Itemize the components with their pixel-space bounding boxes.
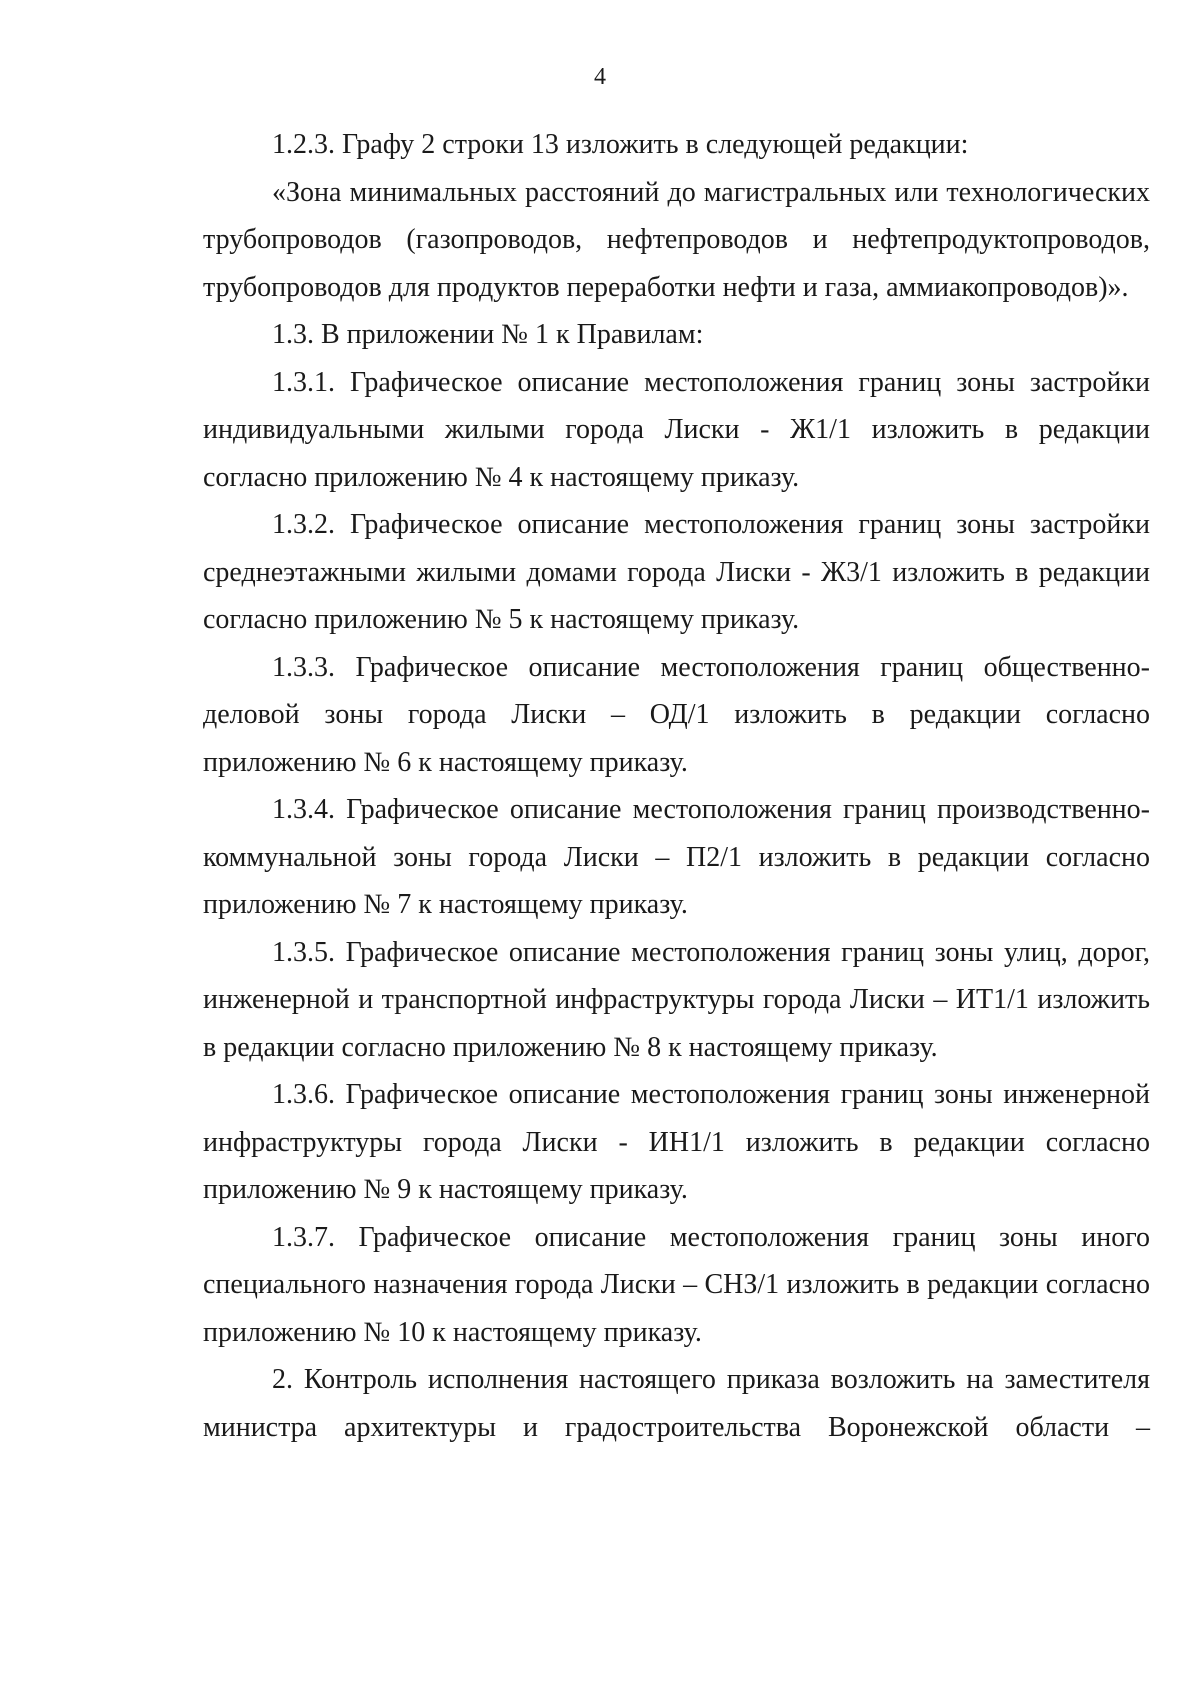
paragraph-1-3-6: 1.3.6. Графическое описание местоположения границ зоны инженерной инфраструктуры города Лиски - ИН1/1 изложить в редакции согласно приложению № 9 к настоящему приказу. — [203, 1079, 1150, 1205]
paragraph-1-3-7: 1.3.7. Графическое описание местоположения границ зоны иного специального назначения города Лиски – СНЗ/1 изложить в редакции согласно приложению № 10 к настоящему приказу. — [203, 1221, 1150, 1348]
paragraph-1-3-3: 1.3.3. Графическое описание местоположения границ общественно-деловой зоны города Лиски – ОД/1 изложить в редакции согласно приложению № 6 к настоящему приказу. — [203, 651, 1150, 778]
paragraph-1-3-4: 1.3.4. Графическое описание местоположения границ производственно-коммунальной зоны города Лиски – П2/1 изложить в редакции согласно приложению № 7 к настоящему приказу. — [203, 794, 1150, 920]
paragraph-1-3-5: 1.3.5. Графическое описание местоположения границ зоны улиц, дорог, инженерной и транспортной инфраструктуры города Лиски – ИТ1/1 изложить в редакции согласно приложению № 8 к настоящему приказу. — [203, 936, 1150, 1063]
paragraph-2-control: 2. Контроль исполнения настоящего приказа возложить на заместителя министра архитектуры и градостроительства Воронежской области – — [203, 1364, 1150, 1443]
paragraph-1-2-3: 1.2.3. Графу 2 строки 13 изложить в следующей редакции: — [272, 129, 969, 160]
page-number: 4 — [594, 64, 606, 90]
paragraph-1-3-2: 1.3.2. Графическое описание местоположения границ зоны застройки среднеэтажными жилыми домами города Лиски - Ж3/1 изложить в редакции согласно приложению № 5 к настоящему приказу. — [203, 509, 1150, 635]
document-body — [203, 121, 1150, 1451]
paragraph-1-3-1: 1.3.1. Графическое описание местоположения границ зоны застройки индивидуальными жилыми города Лиски - Ж1/1 изложить в редакции согласно приложению № 4 к настоящему приказу. — [203, 366, 1150, 493]
paragraph-zone-quote: «Зона минимальных расстояний до магистральных или технологических трубопроводов (газопроводов, нефтепроводов и нефтепродуктопроводов, трубопроводов для продуктов переработки нефти и газа, аммиакопроводов)». — [203, 176, 1150, 303]
paragraph-1-3: 1.3. В приложении № 1 к Правилам: — [272, 319, 704, 350]
